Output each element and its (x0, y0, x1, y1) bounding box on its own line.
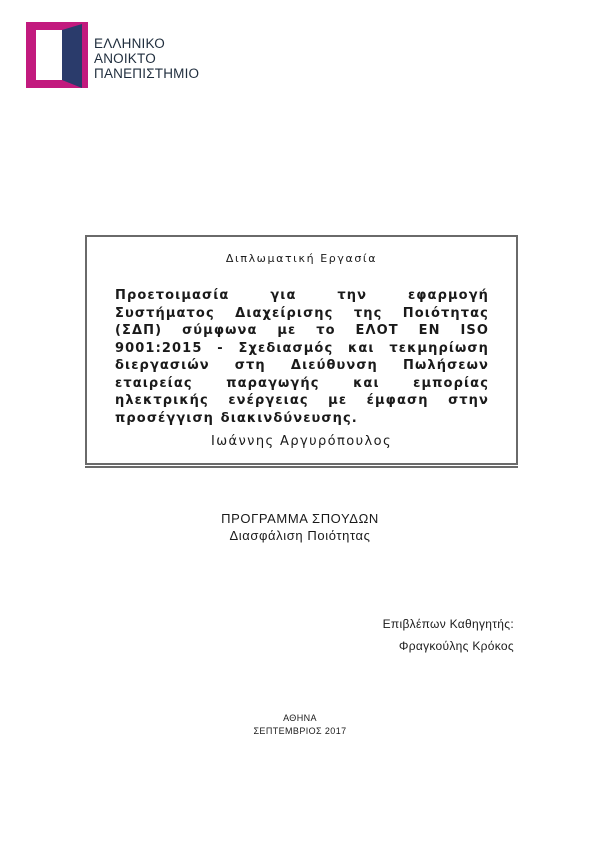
place-and-date (0, 712, 600, 738)
thesis-type: Διπλωματική Εργασία (225, 252, 378, 265)
logo-wordmark (94, 36, 199, 81)
hou-logo-icon (26, 22, 88, 88)
thesis-title-box (85, 235, 518, 465)
logo-line-2: ΑΝΟΙΚΤΟ (94, 51, 156, 66)
supervisor-label: Επιβλέπων Καθηγητής: (382, 617, 514, 631)
study-program (0, 510, 600, 544)
date: ΣΕΠΤΕΜΒΡΙΟΣ 2017 (253, 726, 347, 736)
logo-line-3: ΠΑΝΕΠΙΣΤΗΜΙΟ (94, 66, 200, 81)
logo-line-1: ΕΛΛΗΝΙΚΟ (94, 36, 165, 51)
program-name: Διασφάλιση Ποιότητας (229, 528, 371, 543)
thesis-author: Ιωάννης Αργυρόπουλος (211, 434, 392, 449)
supervisor-name: Φραγκούλης Κρόκος (398, 639, 514, 653)
thesis-title: Προετοιμασία για την εφαρμογή Συστήματος Διαχείρισης της Ποιότητας (ΣΔΠ) σύμφωνα με το ΕΛΟΤ ΕΝ ISO 9001:2015 - Σχεδιασμός και τεκμηρίωση διεργασιών στη Διεύθυνση Πωλήσεων εταιρείας παραγωγής και εμπορίας ηλεκτρικής ενέργειας με έμφαση στην προσέγγιση διακινδύνευσης. (115, 288, 489, 426)
program-label: ΠΡΟΓΡΑΜΜΑ ΣΠΟΥΔΩΝ (221, 511, 379, 526)
university-logo (26, 22, 206, 88)
place: ΑΘΗΝΑ (283, 713, 317, 723)
